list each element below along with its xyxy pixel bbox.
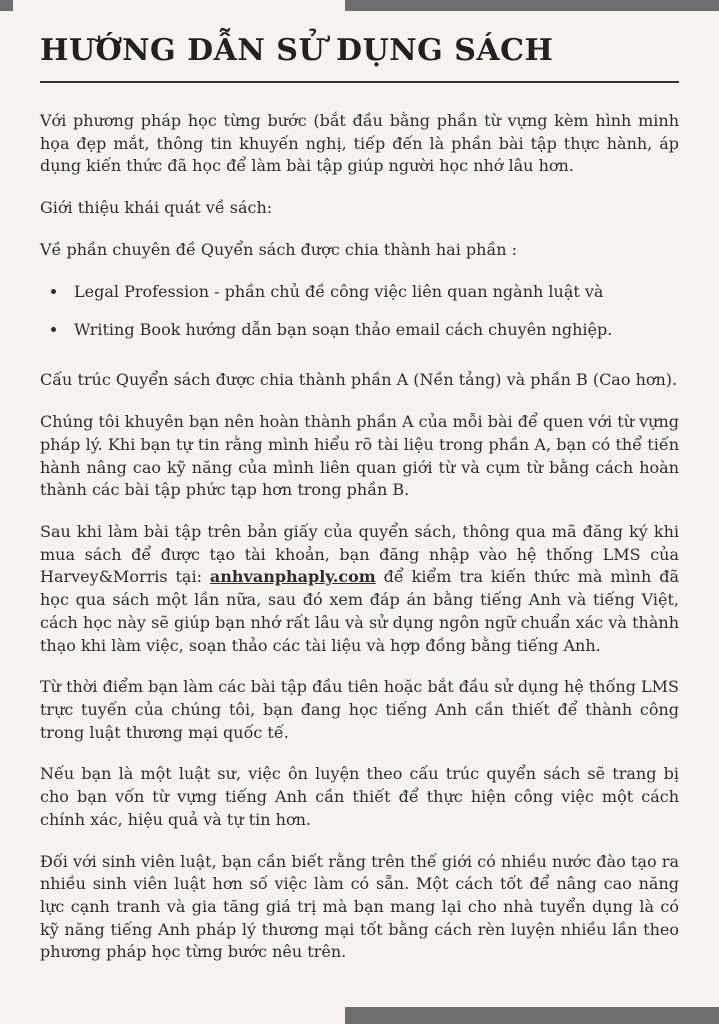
top-left-corner-decoration [0, 0, 13, 11]
paragraph-lms [40, 521, 679, 657]
lms-text-before-link: Sau khi làm bài tập trên bản giấy của quyển sách, thông qua mã đăng ký khi mua sách để được tạo tài khoản, bạn đăng nhập vào hệ thống LMS của Harvey&Morris tại: [40, 521, 679, 587]
bottom-right-bar-decoration [345, 1007, 719, 1024]
anhvanphaply-link[interactable]: anhvanphaply.com [209, 567, 376, 587]
list-item-writing-book: • Writing Book hướng dẫn bạn soạn thảo email cách chuyên nghiệp. [68, 319, 679, 341]
top-right-bar-decoration [345, 0, 719, 11]
paragraph-timeline: Từ thời điểm bạn làm các bài tập đầu tiên hoặc bắt đầu sử dụng hệ thống LMS trực tuyến của chúng tôi, bạn đang học tiếng Anh cần thiết để thành công trong luật thương mại quốc tế. [40, 677, 679, 742]
list-item-legal-profession: • Legal Profession - phần chủ đề công việc liên quan ngành luật và [68, 281, 679, 303]
paragraph-method-intro: Với phương pháp học từng bước (bắt đầu bằng phần từ vựng kèm hình minh họa đẹp mắt, thông tin khuyến nghị, tiếp đến là phần bài tập thực hành, áp dụng kiến thức đã học để làm bài tập giúp người học nhớ lâu hơn. [40, 111, 679, 176]
paragraph-overview-label: Giới thiệu khái quát về sách: [40, 198, 273, 218]
lms-text-after-link: để kiểm tra kiến thức mà mình đã học qua sách một lần nữa, sau đó xem đáp án bằng tiếng Anh và tiếng Việt, cách học này sẽ giúp bạn nhớ rất lâu và sử dụng ngôn ngữ chuẩn xác và thành thạo khi làm việc, soạn thảo các tài liệu và hợp đồng bằng tiếng Anh. [40, 567, 679, 655]
book-parts-list [68, 281, 679, 342]
page-title: HƯỚNG DẪN SỬ DỤNG SÁCH [40, 33, 679, 83]
paragraph-structure: Cấu trúc Quyển sách được chia thành phần A (Nền tảng) và phần B (Cao hơn). [40, 370, 678, 390]
paragraph-advice: Chúng tôi khuyên bạn nên hoàn thành phần A của mỗi bài để quen với từ vựng pháp lý. Khi bạn tự tin rằng mình hiểu rõ tài liệu trong phần A, bạn có thể tiến hành nâng cao kỹ năng của mình liên quan giới từ và cụm từ bằng cách hoàn thành các bài tập phức tạp hơn trong phần B. [40, 412, 679, 500]
paragraph-student: Đối với sinh viên luật, bạn cần biết rằng trên thế giới có nhiều nước đào tạo ra nhiều sinh viên luật hơn số việc làm có sẵn. Một cách tốt để nâng cao năng lực cạnh tranh và gia tăng giá trị mà bạn mang lại cho nhà tuyển dụng là có kỹ năng tiếng Anh pháp lý thương mại tốt bằng cách rèn luyện nhiều lần theo phương pháp học từng bước nêu trên. [40, 851, 679, 962]
paragraph-parts-intro: Về phần chuyên đề Quyển sách được chia thành hai phần : [40, 239, 518, 259]
paragraph-lawyer: Nếu bạn là một luật sư, việc ôn luyện theo cấu trúc quyển sách sẽ trang bị cho bạn vốn từ vựng tiếng Anh cần thiết để thực hiện công việc một cách chính xác, hiệu quả và tự tin hơn. [40, 764, 679, 829]
